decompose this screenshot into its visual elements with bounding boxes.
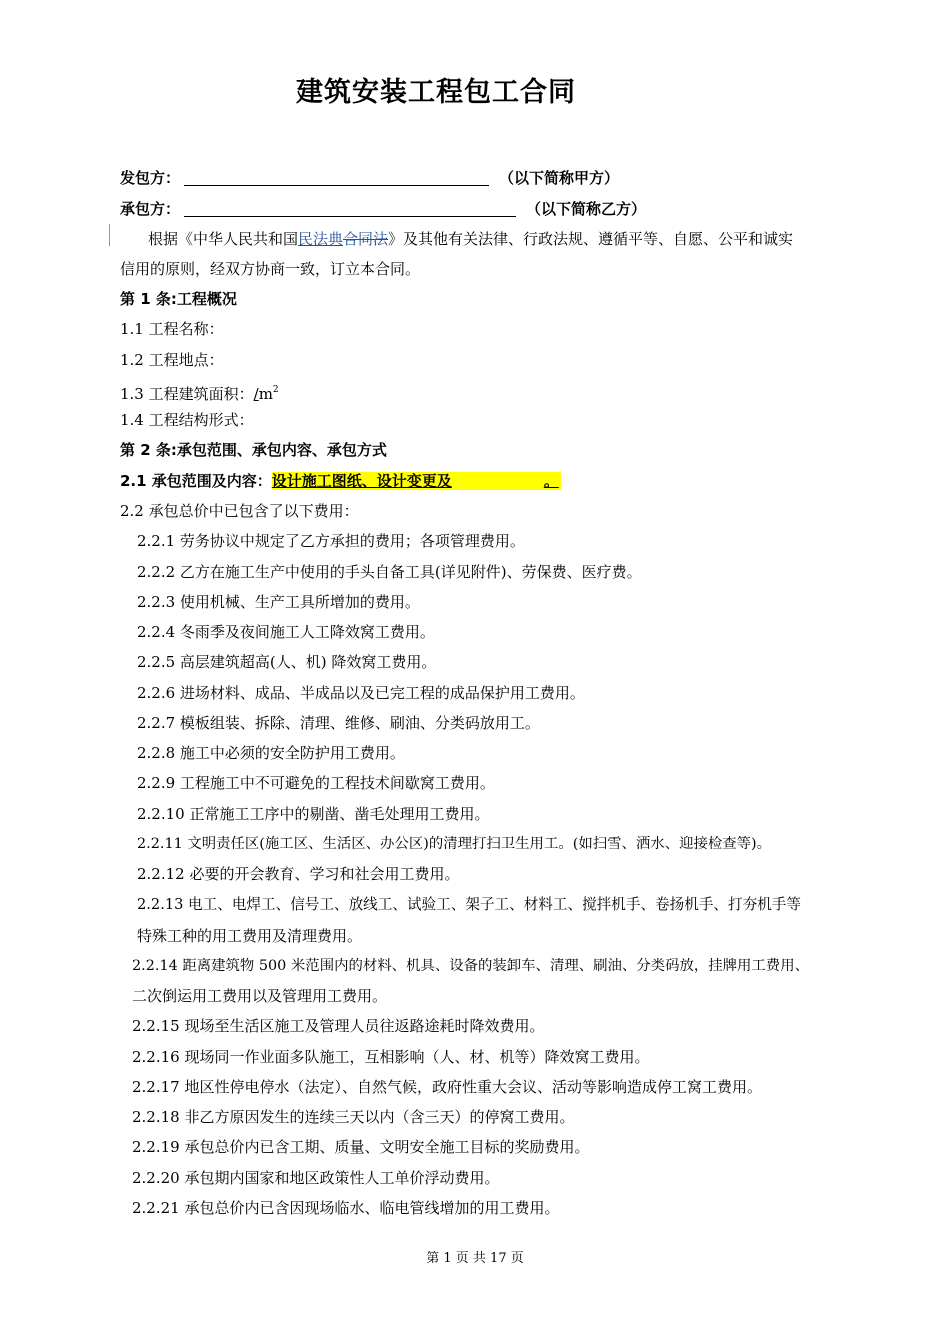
party-b-blank <box>184 200 516 217</box>
cost-item: 2.2.19 承包总价内已含工期、质量、文明安全施工目标的奖励费用。 <box>132 1138 590 1156</box>
preamble-inserted-text: 民法典 <box>298 230 344 248</box>
cost-item: 2.2.7 模板组装、拆除、清理、维修、刷油、分类码放用工。 <box>137 714 540 732</box>
cost-item: 2.2.8 施工中必须的安全防护用工费用。 <box>137 744 405 762</box>
cost-item: 2.2.20 承包期内国家和地区政策性人工单价浮动费用。 <box>132 1169 500 1187</box>
costs-intro: 2.2 承包总价中已包含了以下费用： <box>120 502 359 520</box>
project-area-value: / <box>253 385 259 403</box>
page-footer: 第 1 页 共 17 页 <box>426 1251 524 1266</box>
cost-item: 2.2.18 非乙方原因发生的连续三天以内（含三天）的停窝工费用。 <box>132 1108 575 1126</box>
scope-highlight-text: 设计施工图纸、设计变更及 <box>271 472 452 490</box>
cost-item: 2.2.21 承包总价内已含因现场临水、临电管线增加的用工费用。 <box>132 1199 560 1217</box>
cost-item: 2.2.3 使用机械、生产工具所增加的费用。 <box>137 593 420 611</box>
preamble-line-2: 信用的原则，经双方协商一致，订立本合同。 <box>120 260 421 278</box>
party-b-suffix: （以下简称乙方） <box>526 200 647 218</box>
cost-item: 2.2.4 冬雨季及夜间施工人工降效窝工费用。 <box>137 623 435 641</box>
project-area-unit: m <box>258 385 273 403</box>
cost-item: 2.2.15 现场至生活区施工及管理人员往返路途耗时降效费用。 <box>132 1017 545 1035</box>
cost-item: 2.2.5 高层建筑超高(人、机) 降效窝工费用。 <box>137 653 437 671</box>
article-2-heading: 第 2 条:承包范围、承包内容、承包方式 <box>120 441 387 459</box>
party-a-blank <box>184 169 489 186</box>
revision-change-bar <box>109 224 110 246</box>
preamble-line-1 <box>148 229 793 249</box>
cost-item: 2.2.12 必要的开会教育、学习和社会用工费用。 <box>137 865 460 883</box>
party-a-suffix: （以下简称甲方） <box>499 169 620 187</box>
scope-highlight <box>272 472 561 490</box>
preamble-deleted-text: 合同法 <box>343 230 389 248</box>
project-name-line: 1.1 工程名称： <box>120 320 224 338</box>
scope-line <box>120 471 561 491</box>
cost-item: 2.2.14 距离建筑物 500 米范围内的材料、机具、设备的装卸车、清理、刷油、分类码放，挂牌用工费用、 <box>132 958 809 974</box>
cost-item: 2.2.10 正常施工工序中的剔凿、凿毛处理用工费用。 <box>137 805 490 823</box>
document-title: 建筑安装工程包工合同 <box>296 77 576 108</box>
preamble-prefix: 根据《中华人民共和国 <box>148 230 299 248</box>
cost-item: 2.2.17 地区性停电停水（法定）、自然气候，政府性重大会议、活动等影响造成停工窝工费用。 <box>132 1078 762 1096</box>
party-a-label: 发包方： <box>120 169 181 187</box>
project-area-exponent: 2 <box>272 385 279 395</box>
project-area-label: 1.3 工程建筑面积： <box>120 385 254 403</box>
scope-label: 2.1 承包范围及内容： <box>120 472 272 490</box>
party-b-label: 承包方： <box>120 200 181 218</box>
cost-item: 2.2.16 现场同一作业面多队施工，互相影响（人、材、机等）降效窝工费用。 <box>132 1048 650 1066</box>
cost-item-continuation: 特殊工种的用工费用及清理费用。 <box>137 927 363 945</box>
project-location-line: 1.2 工程地点： <box>120 351 224 369</box>
scope-end: 。 <box>543 472 559 490</box>
cost-item: 2.2.9 工程施工中不可避免的工程技术间歇窝工费用。 <box>137 774 495 792</box>
cost-item: 2.2.13 电工、电焊工、信号工、放线工、试验工、架子工、材料工、搅拌机手、卷扬机手、打夯机手等 <box>137 896 801 913</box>
cost-item-continuation: 二次倒运用工费用以及管理用工费用。 <box>132 987 388 1005</box>
project-area-line <box>120 380 279 404</box>
article-1-heading: 第 1 条:工程概况 <box>120 290 237 308</box>
cost-item: 2.2.6 进场材料、成品、半成品以及已完工程的成品保护用工费用。 <box>137 684 585 702</box>
party-b-line <box>120 199 646 219</box>
cost-item: 2.2.11 文明责任区(施工区、生活区、办公区)的清理打扫卫生用工。(如扫雪、洒水、迎接检查等)。 <box>137 836 772 852</box>
cost-item: 2.2.2 乙方在施工生产中使用的手头自备工具(详见附件)、劳保费、医疗费。 <box>137 563 642 581</box>
preamble-suffix: 》及其他有关法律、行政法规、遵循平等、自愿、公平和诚实 <box>388 230 794 248</box>
party-a-line <box>120 168 619 188</box>
cost-item: 2.2.1 劳务协议中规定了乙方承担的费用；各项管理费用。 <box>137 532 525 550</box>
project-structure-line: 1.4 工程结构形式： <box>120 411 254 429</box>
